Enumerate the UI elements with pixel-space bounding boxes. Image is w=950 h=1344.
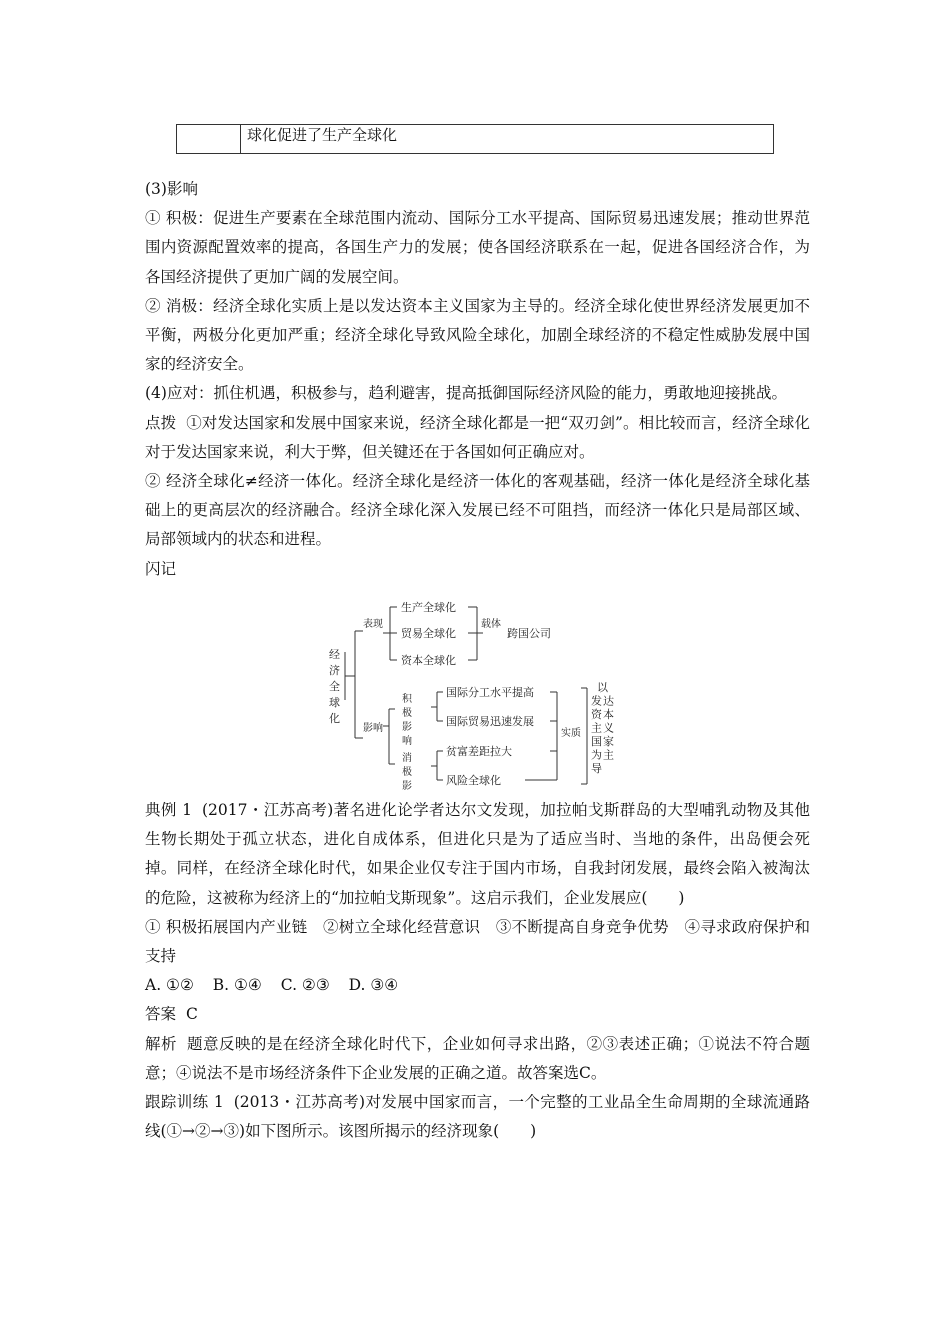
svg-text:积极影响 <box>402 692 413 747</box>
diagram-negative-item: 风险全球化 <box>446 774 501 787</box>
answer-label: 答案 <box>145 1005 177 1024</box>
flash-label: 闪记 <box>145 559 177 578</box>
diagram-char: 以 <box>597 681 608 694</box>
diagram-char: 资 <box>591 708 602 721</box>
example1-text: 著名进化论学者达尔文发现，加拉帕戈斯群岛的大型哺乳动物及其他生物长期处于孤立状态，进化自成体系，但进化只是为了适应当时、当地的条件，出岛便会死掉。同样，在经济全球化时代，如果企业仅专注于国内市场，自我封闭发展，最终会陷入被淘汰的危险，这被称为经济上的“加拉帕戈斯现象”。这启示我们，企业发展应( ) <box>145 801 810 907</box>
diagram-negative-item: 贫富差距拉大 <box>446 745 512 758</box>
diagram-branch-performance: 表现 <box>363 619 383 630</box>
diagram-perf-item: 贸易全球化 <box>401 627 456 640</box>
diagram-carrier-value: 跨国公司 <box>507 627 551 640</box>
diagram-essence-label: 实质 <box>561 728 581 739</box>
svg-text:经济全球化 <box>329 648 340 725</box>
example-text <box>145 796 810 1146</box>
diagram-carrier-label: 载体 <box>481 619 501 630</box>
diagram-char: 消 <box>402 753 412 764</box>
example1-source: (2017・江苏高考) <box>201 801 334 819</box>
tip-text-1: ①对发达国家和发展中国家来说，经济全球化都是一把“双刃剑”。相比较而言，经济全球化对于发达国家来说，利大于弊，但关键还在于各国如何正确应对。 <box>145 413 810 461</box>
follow1-label: 跟踪训练 1 <box>145 1093 224 1112</box>
diagram-char: 全 <box>329 680 340 693</box>
diagram-char: 家 <box>603 735 614 748</box>
diagram-char: 影 <box>402 781 412 790</box>
diagram-char: 响 <box>402 736 412 747</box>
globalization-diagram <box>325 596 625 790</box>
svg-text:消极影响 <box>402 751 412 790</box>
option-a: A. ①② <box>145 976 194 995</box>
option-d: D. ③④ <box>348 976 399 995</box>
analysis-label: 解析 <box>145 1034 177 1053</box>
table-fragment <box>176 124 774 154</box>
example1-paragraph <box>145 796 810 913</box>
diagram-char: 化 <box>329 712 340 725</box>
diagram-essence-value <box>591 681 614 775</box>
diagram-char: 影 <box>402 722 412 733</box>
example1-label: 典例 1 <box>145 801 192 819</box>
diagram-char: 主 <box>591 721 602 735</box>
diagram-char: 球 <box>329 696 340 709</box>
example1-analysis <box>145 1030 810 1088</box>
section4-response: (4)应对：抓住机遇，积极参与，趋利避害，提高抵御国际经济风险的能力，勇敢地迎接挑战。 <box>145 384 787 403</box>
diagram-char: 极 <box>402 767 412 778</box>
answer-value: C <box>186 1005 198 1024</box>
diagram-positive-item: 国际分工水平提高 <box>446 686 534 699</box>
diagram-negative-label <box>402 751 412 790</box>
section3-heading: (3)影响 <box>145 180 198 198</box>
analysis-text: 题意反映的是在经济全球化时代下，企业如何寻求出路，②③表述正确；①说法不符合题意；④说法不是市场经济条件下企业发展的正确之道。故答案选C。 <box>145 1034 810 1082</box>
diagram-char: 导 <box>591 762 602 775</box>
follow1-source: (2013・江苏高考) <box>233 1093 366 1112</box>
diagram-char: 经 <box>329 648 340 661</box>
follow1-text: 对发展中国家而言，一个完整的工业品全生命周期的全球流通路线(①→②→③)如下图所示。该图所揭示的经济现象( ) <box>145 1093 810 1141</box>
diagram-char: 发 <box>591 694 602 708</box>
diagram-char: 本 <box>603 708 614 721</box>
diagram-char: 主 <box>603 748 614 762</box>
diagram-char: 积 <box>402 694 412 705</box>
main-text <box>145 175 810 584</box>
diagram-char: 达 <box>603 694 614 708</box>
tip-paragraph-1 <box>145 409 810 467</box>
option-b: B. ①④ <box>212 976 262 995</box>
tip-paragraph-2: ② 经济全球化≠经济一体化。经济全球化是经济一体化的客观基础，经济一体化是经济全球化基础上的更高层次的经济融合。经济全球化深入发展已经不可阻挡，而经济一体化只是局部区域、局部领域内的状态和进程。 <box>145 472 810 549</box>
diagram-branch-impact: 影响 <box>363 723 383 734</box>
diagram-positive-label <box>402 692 413 747</box>
diagram-positive-item: 国际贸易迅速发展 <box>446 715 534 728</box>
diagram-char: 极 <box>402 708 412 719</box>
table-cell-left <box>177 125 241 153</box>
diagram-char: 济 <box>329 664 340 677</box>
example1-statements: ① 积极拓展国内产业链 ②树立全球化经营意识 ③不断提高自身竞争优势 ④寻求政府保护和支持 <box>145 917 810 966</box>
diagram-char: 为 <box>591 748 602 762</box>
example1-answer <box>145 1000 810 1029</box>
svg-text:以发达资本主义国家为主导 <box>591 681 614 775</box>
table-cell-right: 球化促进了生产全球化 <box>247 126 398 144</box>
diagram-root <box>329 648 340 725</box>
diagram-perf-item: 生产全球化 <box>401 601 456 614</box>
option-c: C. ②③ <box>280 976 330 995</box>
follow1-paragraph <box>145 1088 810 1146</box>
example1-options <box>145 971 810 1000</box>
tip-label: 点拨 <box>145 413 177 432</box>
diagram-perf-item: 资本全球化 <box>401 654 456 667</box>
diagram-char: 义 <box>603 721 614 735</box>
section3-positive: ① 积极：促进生产要素在全球范围内流动、国际分工水平提高、国际贸易迅速发展；推动世界范围内资源配置效率的提高，各国生产力的发展；使各国经济联系在一起，促进各国经济合作，为各国经济提供了更加广阔的发展空间。 <box>145 209 810 286</box>
section3-negative: ② 消极：经济全球化实质上是以发达资本主义国家为主导的。经济全球化使世界经济发展更加不平衡，两极分化更加严重；经济全球化导致风险全球化，加剧全球经济的不稳定性威胁发展中国家的经济安全。 <box>145 296 810 374</box>
diagram-char: 国 <box>591 735 602 748</box>
